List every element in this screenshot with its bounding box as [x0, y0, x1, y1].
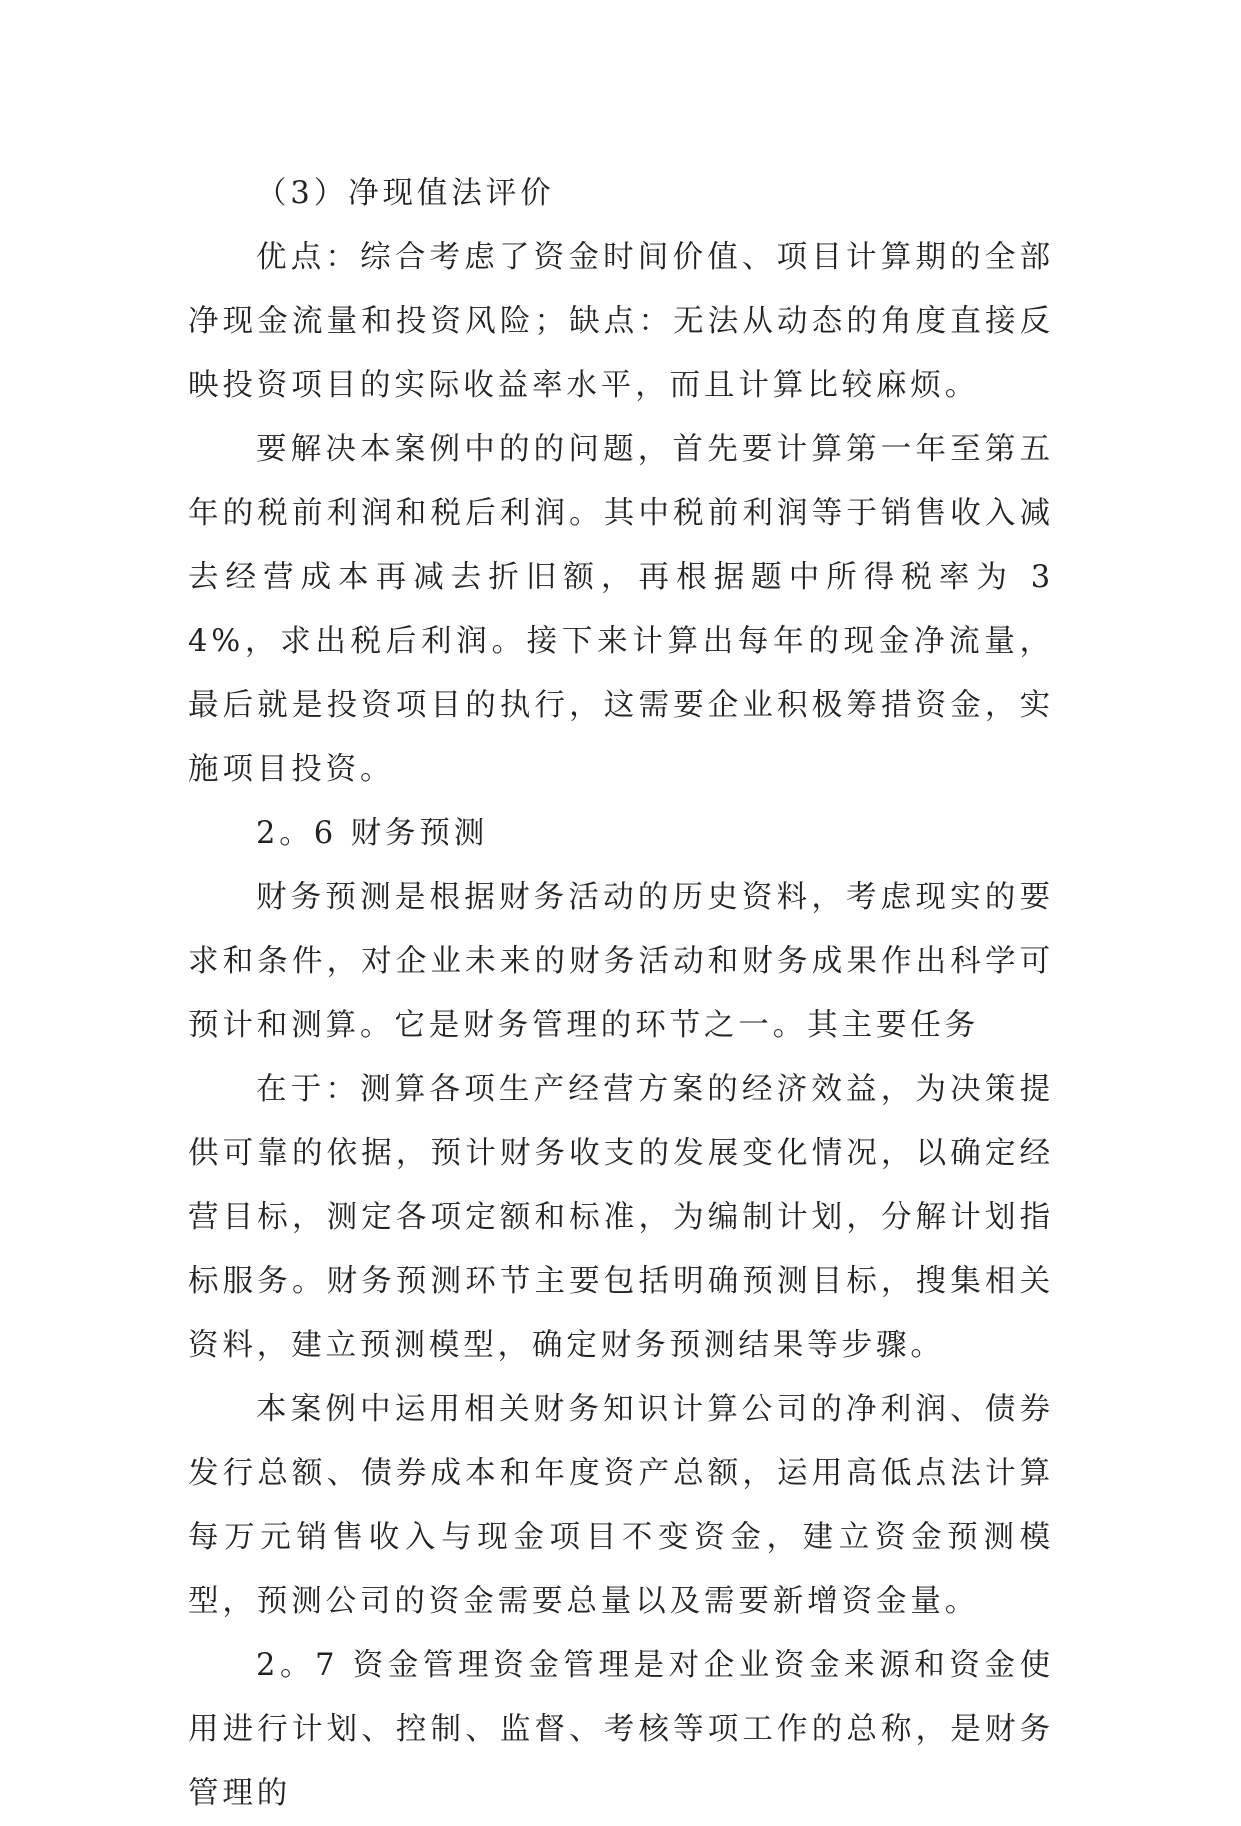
paragraph-npv-pros-cons: 优点：综合考虑了资金时间价值、项目计算期的全部净现金流量和投资风险；缺点：无法从动态的角度直接反映投资项目的实际收益率水平，而且计算比较麻烦。 [188, 240, 1054, 403]
paragraph-forecast-case: 本案例中运用相关财务知识计算公司的净利润、债券发行总额、债券成本和年度资产总额，运用高低点法计算每万元销售收入与现金项目不变资金，建立资金预测模型，预测公司的资金需要总量以及需要新增资金量。 [188, 1392, 1054, 1619]
document-body [188, 162, 1054, 1826]
paragraph-forecast-tasks: 在于：测算各项生产经营方案的经济效益，为决策提供可靠的依据，预计财务收支的发展变化情况，以确定经营目标，测定各项定额和标准，为编制计划，分解计划指标服务。财务预测环节主要包括明确预测目标，搜集相关资料，建立预测模型，确定财务预测结果等步骤。 [188, 1072, 1054, 1363]
paragraph-case-solution: 要解决本案例中的的问题，首先要计算第一年至第五年的税前利润和税后利润。其中税前利润等于销售收入减去经营成本再减去折旧额，再根据题中所得税率为 34%，求出税后利润。接下来计算出每年的现金净流量，最后就是投资项目的执行，这需要企业积极筹措资金，实施项目投资。 [188, 432, 1054, 787]
paragraph-fund-management: 2。7 资金管理资金管理是对企业资金来源和资金使用进行计划、控制、监督、考核等项工作的总称，是财务管理的 [188, 1648, 1054, 1811]
paragraph-forecast-definition: 财务预测是根据财务活动的历史资料，考虑现实的要求和条件，对企业未来的财务活动和财务成果作出科学可预计和测算。它是财务管理的环节之一。其主要任务 [188, 880, 1054, 1043]
section-heading-financial-forecast: 2。6 财务预测 [256, 816, 489, 851]
section-heading-npv-evaluation: （3）净现值法评价 [256, 176, 555, 211]
